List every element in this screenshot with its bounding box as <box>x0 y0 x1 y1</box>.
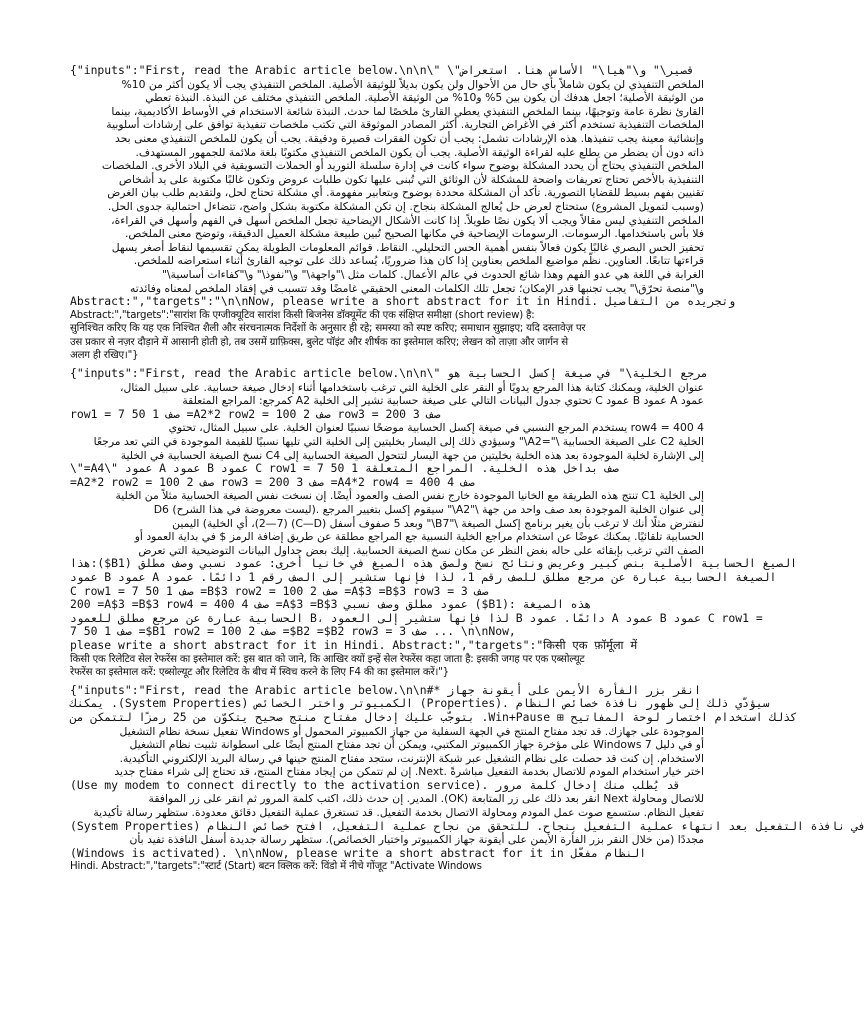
text-line: الملخص التنفيذي لن يكون شاملاً بأي حال من الأحوال ولن يكون بديلاً للوثيقة الأصلية. الملخص التنفيذي يجب ألا يكون أكثر من 10% <box>121 77 704 91</box>
text-line: الملخص التنفيذي ليس مقالاً ويجب ألا يكون نصًا طويلاً. إذا كانت الأشكال الإيضاحية تجعل الملخص أسهل في الفهم وأسهل في القراءة، <box>111 213 704 227</box>
text-line: row1 = 7 50 1 صف =A2*2 row2 = 100 2 صف row3 = 200 3 صف <box>70 406 441 421</box>
text-line: (Windows is activated). \n\nNow, please write a short abstract for it in النظام مفعّل <box>70 845 647 860</box>
text-line: الصف التي ترغب بإبقائه على حاله بغض النظر عن مكان نسخ الصيغة الحسابية. إليك بعض جداول البيانات التوضيحية التي تعرض <box>138 543 704 557</box>
text-line: الخلية C2 على الصيغة الحسابية \"=A2\" وسيؤدي ذلك إلى اليسار بخليتين إلى الخلية التي تليها نسبيًا للقيمة الموجودة في التي تعد مرجعًا <box>93 435 704 449</box>
text-line: و\"منصة تحرّق\" يجب تجنبها قدر الإمكان؛ تجعل تلك الكلمات المعنى الحقيقي غامضًا وقد تتسبب في إفقاد الملخص لمعناه وفائدته <box>129 281 704 295</box>
text-line: 4 row4 = 400 يستخدم المرجع النسبي في صيغة إكسل الحسابية موضحًا نسبيًا لعنوان الخلية. على سبيل المثال، تحتوي <box>168 421 704 435</box>
text-line: अलग ही रखिए।"} <box>70 350 139 362</box>
text-line: ذاته دون أن يضطر من يطلع عليه لقراءة الوثيقة الأصلية. يجب أن يكون الملخص التنفيذي مكتوبًا بلغة ملائمة للجمهور المستهدف. <box>135 145 704 159</box>
text-line: يمكنك .(System Properties) الكمبيوتر واختر الخصائص (Properties). سيؤدّي ذلك إلى ظهور نافذة خصائص النظام <box>70 696 770 711</box>
text-line: تفعيل النظام. ستسمع صوت عمل المودم ومحاولة الاتصال بخدمة التفعيل. قد تستغرق عملية التفعيل دقائق معدودة. ستظهر رسالة تأكيدية <box>93 806 704 820</box>
text-line: لنفترض مثلًا أنك لا ترغب بأن يغير برنامج إكسل الصيغة \"B7\" وبعد 5 صفوف أسفل (C—D) (2—7)، أي الخلية) اليمين <box>172 516 704 530</box>
text-line: किसी एक रिलेटिव सेल रेफरेंस का इस्तेमाल करें: इस बात को जाने, कि आखिर क्यों इन्हें सेल रेफरेंस कहा जाता है: इसकी जगह पर एक एब्सोल्यूट <box>70 653 585 665</box>
text-line: القارئ نظرة عامة وتوجيهًا، بينما الملخص التنفيذي يعطي القارئ ملخصًا لما حدث. النبذة شائعة الاستخدام في الأوساط الأكاديمية، بينما <box>111 104 704 118</box>
text-line: إلى عنوان الخلية الموجودة بعد صف واحد من جهة \"A2\" سيقوم إكسل بتغيير المرجع .(ليست معروضة في هذا الشرح) D6 <box>153 503 704 516</box>
text-line: الحسابية عبارة عن مرجع مطلق للعمود B، لذا فإنها ستشير إلى العمود B دائمًا. عمود A عمود B عمود C row1 = <box>70 610 763 625</box>
text-line: (System Properties) في نافذة التفعيل بعد انتهاء عملية التفعيل بنجاح. للتحقق من نجاح عملية التفعيل، افتح خصائص النظام <box>70 818 866 833</box>
jsonl-record <box>70 63 736 363</box>
text-line: من الوثيقة الأصلية؛ اجعل هدفك أن يكون بين 5% و10% من الوثيقة الأصلية. الملخص التنفيذي مختلف عن النبذة. النبذة تعطي <box>145 91 704 105</box>
text-line: (وسبب لتمويل المشروع) ستحتاج لعرض حل يُعالج المشكلة بنجاح. إن تكن المشكلة مكتوبة بشكل واضح، تتضاءل احتمالية جدوى الحل. <box>107 199 704 213</box>
text-line: إلى الخلية C1 تنتج هذه الطريقة مع الخانيا الموجودة خارج نفس الصف والعمود أيضًا. إن نسخت نفس الصيغة الحسابية مثلاً من الخلية <box>115 489 704 503</box>
text-line: الملخصات التنفيذية تستخدم أكثر في الأغراض التجارية. أكثر المصادر الموثوقة التي تكتب ملخصات تنفيذية توافق على إرشادات أسلوبية <box>106 118 704 132</box>
jsonl-record <box>70 366 797 680</box>
text-line: عمود A عمود B عمود C تحتوي جدول البيانات التالي على صيغة حسابية تشير إلى الخلية A2 كمرجع: المراجع المتعلقة <box>182 394 704 408</box>
text-line: रेफरेंस का इस्तेमाल करें: एब्सोल्यूट और रिलेटिव के बीच में स्विच करने के लिए F4 की का इस्तेमाल करें।"} <box>70 667 449 679</box>
text-line: {"inputs":"First, read the Arabic article below.\n\n\" مرجع الخلية\" في صيغة إكسل الحسابية هو <box>70 366 708 381</box>
text-line: الغرابة في اللغة هي عدو الفهم وهذا شائع الحدوث في عالم الأعمال. كلمات مثل \"واجهة\" و\"نفوذ\" و\"كفاءات أساسية\" <box>161 267 704 281</box>
text-line: اختر خيار استخدام المودم للاتصال بخدمة التفعيل مباشرةً .Next. إن لم تتمكن من إيجاد مفتاح المنتج، قد تحتاج إلى شراء مفتاح جديد <box>114 765 704 779</box>
text-line: أو في دليل Windows 7 على مؤخرة جهاز الكمبيوتر المكتبي، ويمكن أن تجد مفتاح المنتج أيضًا على اسطوانة تثبيت نظام التشغيل <box>129 738 704 752</box>
text-line: 200 =A$3 =B$3 row4 = 400 4 صف =A$3 =B$3 عمود مطلق وصف نسبي ($B1): هذه الصيغة <box>70 597 592 612</box>
text-line: Abstract:","targets":"सारांश कि एग्जीक्यूटिव सारांश किसी बिजनेस डॉक्यूमेंट की एक संक्षिप्त समीक्षा (short review) है: <box>70 309 535 321</box>
text-line: {"inputs":"First, read the Arabic article below.\n\n#* انقر بزر الفأرة الأيمن على أيقونة جهاز <box>70 682 701 697</box>
text-line: الاستخدام. إن كنت قد حصلت على نظام التشغيل عبر شبكة الإنترنت، ستجد مفتاح المنتج حينها في رسالة البريد الإلكتروني التأكيدية. <box>119 751 704 765</box>
text-line: عنوان الخلية، ويمكنك كتابة هذا المرجع يدويًا أو النقر على الخلية التي ترغب باستخدامها أثناء إدخال صيغة حسابية. على سبيل المثال، <box>120 380 704 394</box>
text-line: الحسابية تلقائيًا. يمكنك عوضًا عن استخدام مراجع الخلية النسبية جع المراجع مطلقة عن طريق إضافة الرمز $ في بداية العمود أو <box>134 530 704 544</box>
text-line: بتوجّب عليك إدخال مفتاح منتج صحيح يتكوّن من 25 رمزًا لتتمكن من .Win+Pause ⊞ كذلك استخدام اختصار لوحة المفاتيح <box>70 709 797 724</box>
text-line: please write a short abstract for it in Hindi. Abstract:","targets":"किसी एक फ़ॉर्मूला में <box>70 637 638 652</box>
text-line: \"=A4\" عمود A عمود B عمود C row1 = 7 50 1 صف بداخل هذه الخلية. المراجع المتعلقة <box>70 461 619 476</box>
text-line: {"inputs":"First, read the Arabic article below.\n\n\" \"قصير\" و\"هيا\" الأساس هنا. استعراض <box>70 63 695 77</box>
text-line: عمود B عمود A الصيغة الحسابية عبارة عن مرجع مطلق للصف رقم 1، لذا فإنها ستشير إلى الصف رقم 1 دائمًا. عمود <box>70 569 777 584</box>
text-line: مجددًا (من خلال النقر بزر الفأرة الأيمن على أيقونة جهاز الكمبيوتر واختيار الخصائص). ستظهر رسالة جديدة أسفل النافذة تفيد بأن <box>129 833 704 847</box>
text-line: التنفيذية بالأخص تحتاج تعريفات واضحة للمشكلة لأن الوثائق التي تُبنى عليها تكون طلبات عروض وتكون غالبًا مكتوبة على يد أشخاص <box>118 172 704 186</box>
text-line: (Use my modem to connect directly to the activation service). قد يُطلب منك إدخال كلمة مرور <box>70 777 681 792</box>
text-line: وإنشائية معينة يجب تنفيذها. هذه الإرشادات تشمل: يجب أن تكون الفقرات قصيرة ودقيقة. يجب أن يكون للملخص التنفيذي معنى بحد <box>115 131 704 145</box>
text-line: Hindi. Abstract:","targets":"स्टार्ट (Start) बटन क्लिक करें: विंडो में नीचे गोंजूट "Activate Windows <box>70 861 482 873</box>
text-line: الملخص التنفيذي يحتاج أن يحدد المشكلة بوضوح سواء كانت في إدارة سلسلة التوريد أو الحملات التسويقية في البلاد الأخرى. الملخصات <box>101 159 704 173</box>
text-line: هذا:($B1) الصيغ الحسابية الأصلية بنص كبير وعريض ونتائج نسخ ولصق هذه الصيغ في خانيا أخرى: عمود نسبي وصف مطلق <box>70 556 797 571</box>
text-line: فلا بأس باستخدامها. الرسومات. الرسومات الإيضاحية في مكانها الصحيح تُبين طبيعة مشكلة العميل الدقيقة، وتوضح معنى الملخص. <box>125 227 704 241</box>
text-line: =A2*2 row2 = 100 2 صف row3 = 200 3 صف =A4*2 row4 = 400 4 صف <box>70 474 475 489</box>
text-line: الموجودة على جهازك. قد تجد مفتاح المنتج في الجهة السفلية من جهاز الكمبيوتر المحمول أو Windows تفعيل نسخة نظام التشغيل <box>119 724 704 738</box>
text-line: 7 50 1 صف =$B1 row2 = 100 2 صف =$B2 =$B2 row3 = 3 صف ... \n\nNow, <box>70 624 516 639</box>
text-line: تقنيين بفهم بسيط للقضايا التصورية. تأكد أن المشكلة محددة بوضوح وبتعابير مفهومة. أي مشكلة تحتاج لحل، ولتقديم طلب بيان الغرض <box>107 186 704 200</box>
text-line: للاتصال ومحاولة Next انقر بعد ذلك على زر المتابعة (OK). المدير. إن حدث ذلك، اكتب كلمة المرور ثم انقر على زر الموافقة <box>148 792 704 806</box>
text-line: C row1 = 7 50 1 صف =B$3 row2 = 100 2 صف =A$3 =B$3 row3 = 3 صف <box>70 583 489 598</box>
jsonl-record <box>70 682 866 874</box>
text-line: सुनिश्चित करिए कि यह एक निश्चित शैली और संरचनात्मक निर्देशों के अनुसार ही रहे; समस्या को स्पष्ट करिए; समाधान सुझाइए; यदि दस्तावेज़ पर <box>70 323 586 335</box>
text-line: إلى الإشارة لخلية الموجودة بعد هذه الخلية بخليتين من جهة اليسار لتتحول الصيغة الحسابية إلى C4 نسخ الصيغة الحسابية في الخلية <box>120 448 704 462</box>
text-line: تحفيز الحس البصري غالبًا يكون فعالاً بنفس أهمية الحس التحليلي. النقاط. قوائم المعلومات الطويلة يمكن تقسيمها لنقاط أصغر يسهل <box>111 240 704 254</box>
text-line: Abstract:","targets":"\n\nNow, please write a short abstract for it in Hindi. وتجريده من التفاصيل <box>70 294 736 309</box>
text-line: उस प्रकार से नज़र दौड़ाने में आसानी होती हो, तब उसमें ग्राफ़िक्स, बुलेट पॉइंट और शीर्षक का इस्तेमाल करिए; लेखन को ताज़ा और जार्गन से <box>70 336 568 348</box>
text-line: قراءتها تتابعًا. العناوين. نظّم مواضيع الملخص بعناوين إذا كان هذا ضروريًا، يُساعد ذلك على توجيه القارئ أثناء استعراضه للملخص. <box>133 254 704 268</box>
